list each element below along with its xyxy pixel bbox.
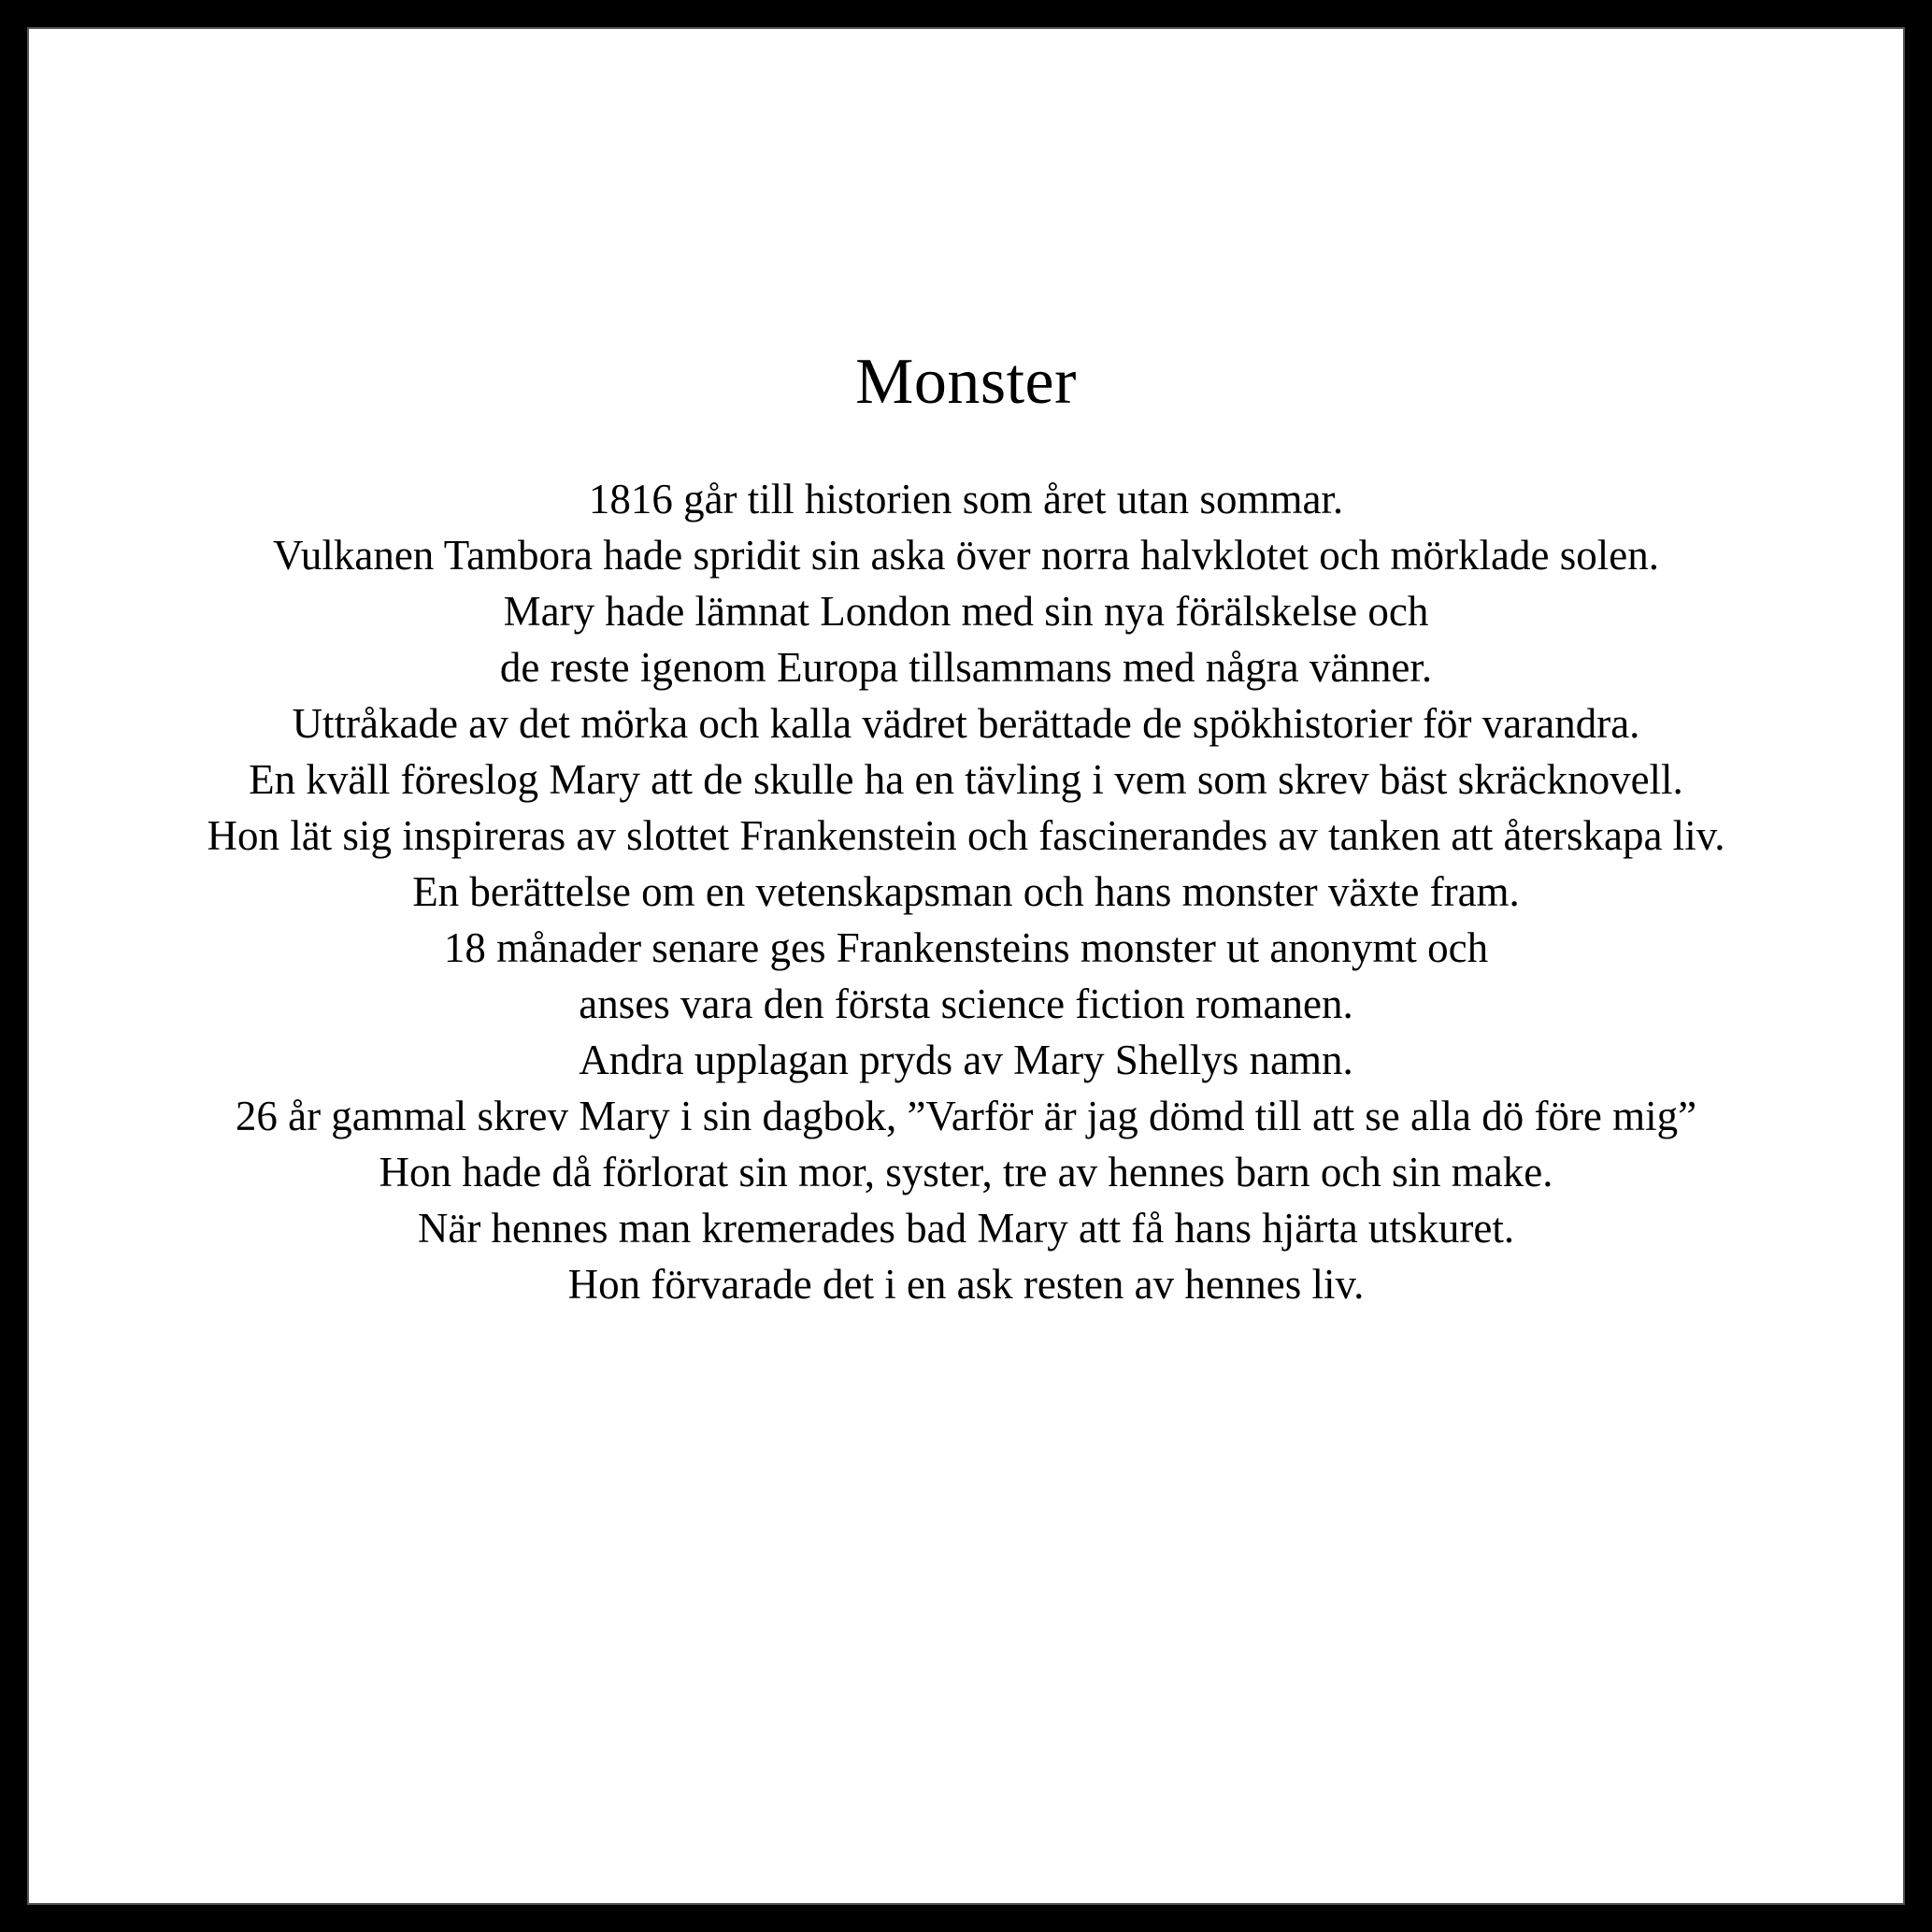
page-content <box>29 29 1903 1312</box>
text-line: En berättelse om en vetenskapsman och hans monster växte fram. <box>412 868 1520 915</box>
text-line: När hennes man kremerades bad Mary att få hans hjärta utskuret. <box>417 1205 1515 1252</box>
document-page <box>27 27 1905 1905</box>
text-line: En kväll föreslog Mary att de skulle ha en tävling i vem som skrev bäst skräcknovell. <box>249 756 1683 803</box>
text-line: Uttråkade av det mörka och kalla vädret berättade de spökhistorier för varandra. <box>292 700 1640 747</box>
text-line: Vulkanen Tambora hade spridit sin aska över norra halvklotet och mörklade solen. <box>273 532 1659 579</box>
text-line: anses vara den första science fiction romanen. <box>579 980 1353 1027</box>
text-line: 26 år gammal skrev Mary i sin dagbok, ”Varför är jag dömd till att se alla dö före mig” <box>235 1093 1697 1139</box>
poem-text <box>29 471 1903 1312</box>
text-line: Hon hade då förlorat sin mor, syster, tre av hennes barn och sin make. <box>379 1149 1553 1195</box>
text-line: Andra upplagan pryds av Mary Shellys namn. <box>579 1037 1353 1083</box>
text-line: 18 månader senare ges Frankensteins monster ut anonymt och <box>443 924 1489 971</box>
text-line: Hon lät sig inspireras av slottet Frankenstein och fascinerandes av tanken att återskapa liv. <box>207 812 1725 859</box>
text-line: de reste igenom Europa tillsammans med några vänner. <box>499 644 1433 691</box>
text-line: Mary hade lämnat London med sin nya förälskelse och <box>503 588 1429 635</box>
text-line: Hon förvarade det i en ask resten av hennes liv. <box>567 1261 1365 1308</box>
text-line: 1816 går till historien som året utan sommar. <box>588 476 1344 522</box>
page-title: Monster <box>855 346 1077 418</box>
